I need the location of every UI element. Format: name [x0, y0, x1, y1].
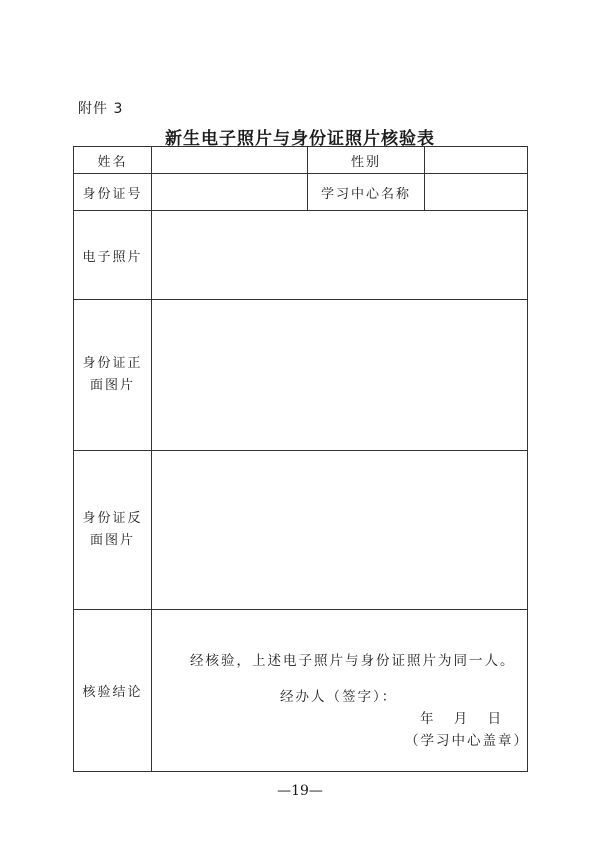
seal-line: （学习中心盖章）: [405, 733, 529, 749]
conclusion-statement: 经核验，上述电子照片与身份证照片为同一人。: [190, 653, 516, 669]
name-label: 姓名: [74, 147, 152, 174]
id-number-label: 身份证号: [74, 174, 152, 211]
gender-label: 性别: [308, 147, 425, 174]
id-number-field[interactable]: [152, 174, 308, 211]
id-front-label: [74, 300, 152, 451]
row-id-back: [74, 451, 528, 610]
id-front-label-line1: 身份证正: [82, 356, 143, 371]
date-line: 年 月 日: [420, 711, 503, 727]
row-id-center: [74, 174, 528, 211]
conclusion-label: 核验结论: [74, 610, 152, 772]
electronic-photo-label: 电子照片: [74, 211, 152, 300]
name-field[interactable]: [152, 147, 308, 174]
electronic-photo-area[interactable]: [152, 211, 528, 300]
row-id-front: [74, 300, 528, 451]
id-back-label-line1: 身份证反: [82, 511, 143, 526]
gender-field[interactable]: [425, 147, 528, 174]
row-conclusion: [74, 610, 528, 772]
page-number: —19—: [277, 783, 323, 799]
id-back-label-line2: 面图片: [89, 533, 135, 548]
row-electronic-photo: [74, 211, 528, 300]
form-title: 新生电子照片与身份证照片核验表: [165, 129, 435, 149]
learning-center-label: 学习中心名称: [308, 174, 425, 211]
row-name-gender: [74, 147, 528, 174]
handler-signature-label: 经办人（签字）：: [280, 689, 398, 705]
learning-center-field[interactable]: [425, 174, 528, 211]
id-front-image-area[interactable]: [152, 300, 528, 451]
verification-form-table: [73, 146, 528, 772]
conclusion-content: [152, 610, 527, 771]
id-front-label-line2: 面图片: [89, 378, 135, 393]
id-back-label: [74, 451, 152, 610]
id-back-image-area[interactable]: [152, 451, 528, 610]
attachment-label: 附件 3: [78, 101, 124, 117]
conclusion-area[interactable]: [152, 610, 528, 772]
